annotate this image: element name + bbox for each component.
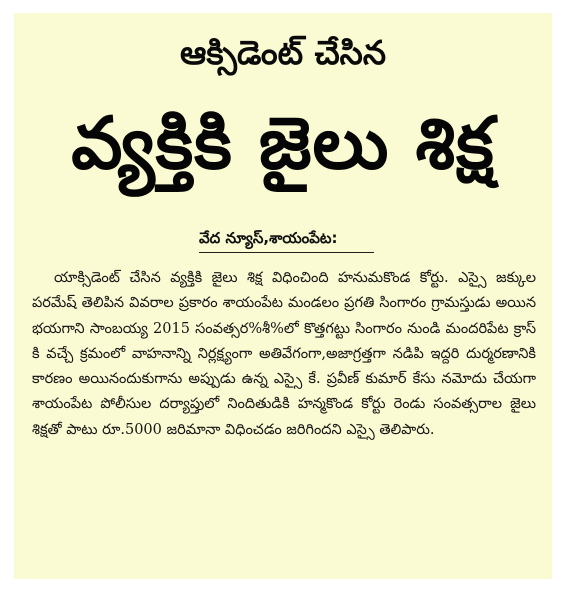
article-headline: వ్యక్తికి జైలు శిక్ష: [71, 101, 495, 185]
article-body: యాక్సిడెంట్ చేసిన వ్యక్తికి జైలు శిక్ష విధించింది హనుమకొండ కోర్టు. ఎస్సై జక్కుల పరమేష్ తెలిపిన వివరాల ప్రకారం శాయంపేట మండలం ప్రగతి సింగారం గ్రామస్తుడు అయిన భయగాని సాంబయ్య 2015 సంవత్సర%శీ%లో కొత్తగట్టు సింగారం నుండి మందరిపేట క్రాస్ కి వచ్చే క్రమంలో వాహనాన్ని నిర్లక్ష్యంగా అతివేగంగా,అజాగ్రత్తగా నడిపి ఇద్దరి దుర్మరణానికి కారణం అయినందుకుగాను అప్పుడు ఉన్న ఎస్సై కే. ప్రవీణ్ కుమార్ కేసు నమోదు చేయగా శాయంపేట పోలీసుల దర్యాప్తులో నిందితుడికి హన్మకొండ కోర్టు రెండు సంవత్సరాల జైలు శిక్షతో పాటు రూ.5000 జరిమానా విధించడం జరిగిందని ఎస్సై తెలిపారు.: [32, 270, 536, 438]
article-subheadline: ఆక్సిడెంట్ చేసిన: [180, 33, 386, 72]
article-byline: వేద న్యూస్,శాయంపేట:: [199, 229, 338, 247]
byline-underline: [199, 252, 374, 253]
newspaper-clipping: [14, 13, 552, 579]
